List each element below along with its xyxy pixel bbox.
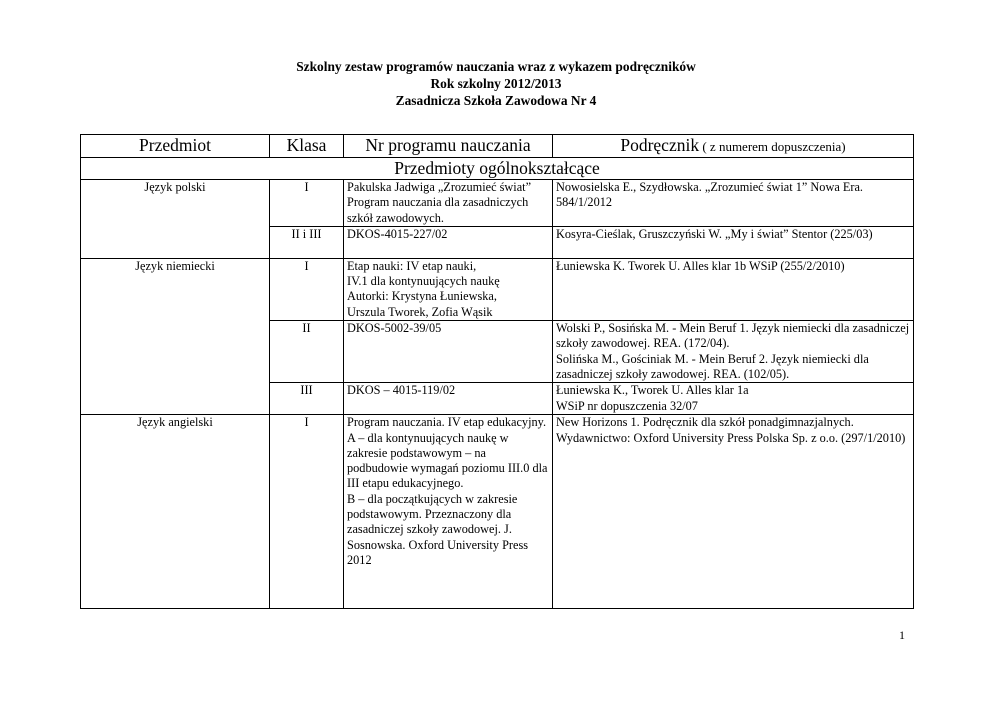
- title-line-2: Rok szkolny 2012/2013: [430, 76, 562, 91]
- program-line: IV.1 dla kontynuujących naukę: [347, 274, 500, 289]
- klasa-cell: II i III: [270, 226, 344, 258]
- section-title: Przedmioty ogólnokształcące: [81, 158, 914, 180]
- program-line: Etap nauki: IV etap nauki,: [347, 258, 477, 273]
- table-row: [81, 258, 914, 320]
- podrecznik-line: WSiP nr dopuszczenia 32/07: [556, 398, 698, 413]
- page-number: 1: [899, 628, 905, 642]
- header-podrecznik: [553, 135, 914, 158]
- program-line: Urszula Tworek, Zofia Wąsik: [347, 304, 493, 319]
- subject-cell: Język niemiecki: [81, 258, 270, 414]
- program-cell: [344, 415, 553, 609]
- podrecznik-cell: Kosyra-Cieślak, Gruszczyński W. „My i świat” Stentor (225/03): [553, 226, 914, 258]
- program-cell: Pakulska Jadwiga „Zrozumieć świat” Program nauczania dla zasadniczych szkół zawodowych.: [344, 180, 553, 227]
- klasa-cell: II: [270, 321, 344, 383]
- klasa-cell: III: [270, 383, 344, 415]
- program-cell: DKOS-4015-227/02: [344, 226, 553, 258]
- table-header-row: [81, 135, 914, 158]
- program-cell: DKOS-5002-39/05: [344, 321, 553, 383]
- header-przedmiot: Przedmiot: [81, 135, 270, 158]
- header-program: Nr programu nauczania: [344, 135, 553, 158]
- podrecznik-cell: New Horizons 1. Podręcznik dla szkół ponadgimnazjalnych. Wydawnictwo: Oxford University Press Polska Sp. z o.o. (297/1/2010): [553, 415, 914, 609]
- document-title: [0, 58, 992, 109]
- podrecznik-cell: [553, 321, 914, 383]
- program-line: Autorki: Krystyna Łuniewska,: [347, 289, 497, 304]
- klasa-cell: I: [270, 180, 344, 227]
- podrecznik-cell: Nowosielska E., Szydłowska. „Zrozumieć świat 1” Nowa Era. 584/1/2012: [553, 180, 914, 227]
- podrecznik-cell: [553, 383, 914, 415]
- program-line: Program nauczania. IV etap edukacyjny. A – dla kontynuujących naukę w zakresie podstawowym – na podbudowie wymagań poziomu III.0 dla III etapu edukacyjnego.: [347, 415, 548, 491]
- klasa-cell: I: [270, 258, 344, 320]
- header-klasa: Klasa: [270, 135, 344, 158]
- subject-cell: Język polski: [81, 180, 270, 259]
- subject-cell: Język angielski: [81, 415, 270, 609]
- program-line: B – dla początkujących w zakresie podstawowym. Przeznaczony dla zasadniczej szkoły zawodowej. J. Sosnowska. Oxford University Press 2012: [347, 491, 529, 567]
- program-cell: [344, 258, 553, 320]
- program-cell: DKOS – 4015-119/02: [344, 383, 553, 415]
- podrecznik-line: Wolski P., Sosińska M. - Mein Beruf 1. Język niemiecki dla zasadniczej szkoły zawodowej. REA. (172/04).: [556, 321, 910, 351]
- section-row: [81, 158, 914, 180]
- header-podrecznik-note: ( z numerem dopuszczenia): [699, 139, 846, 154]
- curriculum-table: [80, 134, 914, 609]
- podrecznik-line: Solińska M., Gościniak M. - Mein Beruf 2. Język niemiecki dla zasadniczej szkoły zawodowej. REA. (102/05).: [556, 351, 869, 381]
- podrecznik-cell: Łuniewska K. Tworek U. Alles klar 1b WSiP (255/2/2010): [553, 258, 914, 320]
- table-row: [81, 180, 914, 227]
- table-row: [81, 415, 914, 609]
- title-line-1: Szkolny zestaw programów nauczania wraz z wykazem podręczników: [296, 59, 696, 74]
- header-podrecznik-label: Podręcznik: [620, 135, 700, 155]
- podrecznik-line: Łuniewska K., Tworek U. Alles klar 1a: [556, 383, 749, 398]
- klasa-cell: I: [270, 415, 344, 609]
- title-line-3: Zasadnicza Szkoła Zawodowa Nr 4: [395, 93, 597, 108]
